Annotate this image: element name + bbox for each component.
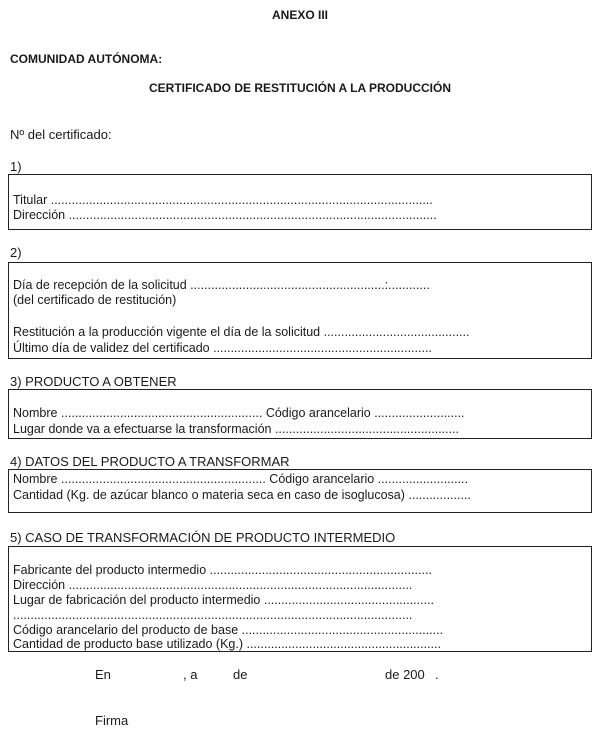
lugar-transformacion-field: Lugar donde va a efectuarse la transformación ..................................................... — [13, 422, 460, 436]
section4-box — [8, 469, 592, 513]
section1-box — [8, 174, 592, 230]
footer-a: , a — [183, 667, 198, 682]
cantidad-field: Cantidad (Kg. de azúcar blanco o materia seca en caso de isoglucosa) .................. — [13, 488, 471, 502]
fabricante-field: Fabricante del producto intermedio ................................................................ — [13, 563, 432, 577]
titular-field: Titular .............................................................................................................. — [13, 193, 433, 207]
footer-en: En — [95, 667, 111, 682]
cantidad-base-field: Cantidad de producto base utilizado (Kg.) ........................................................ — [13, 637, 441, 651]
lugar-fabricacion-field: Lugar de fabricación del producto intermedio ................................................. — [13, 593, 435, 607]
certificado-restitucion-note: (del certificado de restitución) — [13, 293, 177, 307]
lugar-fabricacion-continuation: ................................................................................................................... — [13, 608, 413, 622]
section3-box — [8, 389, 592, 439]
annex-title: ANEXO III — [271, 8, 328, 22]
certificate-number-label: Nº del certificado: — [10, 127, 112, 142]
footer-dot: . — [435, 667, 439, 682]
section4-heading: 4) DATOS DEL PRODUCTO A TRANSFORMAR — [10, 454, 290, 469]
community-label: COMUNIDAD AUTÓNOMA: — [10, 52, 163, 66]
section1-heading: 1) — [10, 159, 22, 174]
direccion-intermedio-field: Dirección ................................................................................................... — [13, 578, 413, 592]
section3-heading: 3) PRODUCTO A OBTENER — [10, 374, 177, 389]
footer-year: de 200 — [385, 667, 425, 682]
restitucion-vigente-field: Restitución a la producción vigente el día de la solicitud .......................................... — [13, 325, 470, 339]
certificate-title: CERTIFICADO DE RESTITUCIÓN A LA PRODUCCIÓN — [149, 81, 451, 95]
direccion-field: Dirección .......................................................................................................... — [13, 208, 437, 222]
codigo-arancelario-base-field: Código arancelario del producto de base .......................................................... — [13, 623, 444, 637]
ultimo-dia-validez-field: Último día de validez del certificado ............................................................... — [13, 341, 432, 355]
section2-box — [8, 262, 592, 359]
section2-heading: 2) — [10, 245, 22, 260]
producto-obtener-nombre-field: Nombre .......................................................... Código arancelario .......................... — [13, 406, 465, 420]
producto-transformar-nombre-field: Nombre ........................................................... Código arancelario .......................... — [13, 472, 468, 486]
footer-de: de — [233, 667, 248, 682]
fecha-recepcion-field: Día de recepción de la solicitud ........................................................:............ — [13, 278, 430, 292]
section5-box — [8, 546, 592, 652]
section5-heading: 5) CASO DE TRANSFORMACIÓN DE PRODUCTO INTERMEDIO — [10, 530, 396, 545]
signature-label: Firma — [95, 713, 129, 728]
